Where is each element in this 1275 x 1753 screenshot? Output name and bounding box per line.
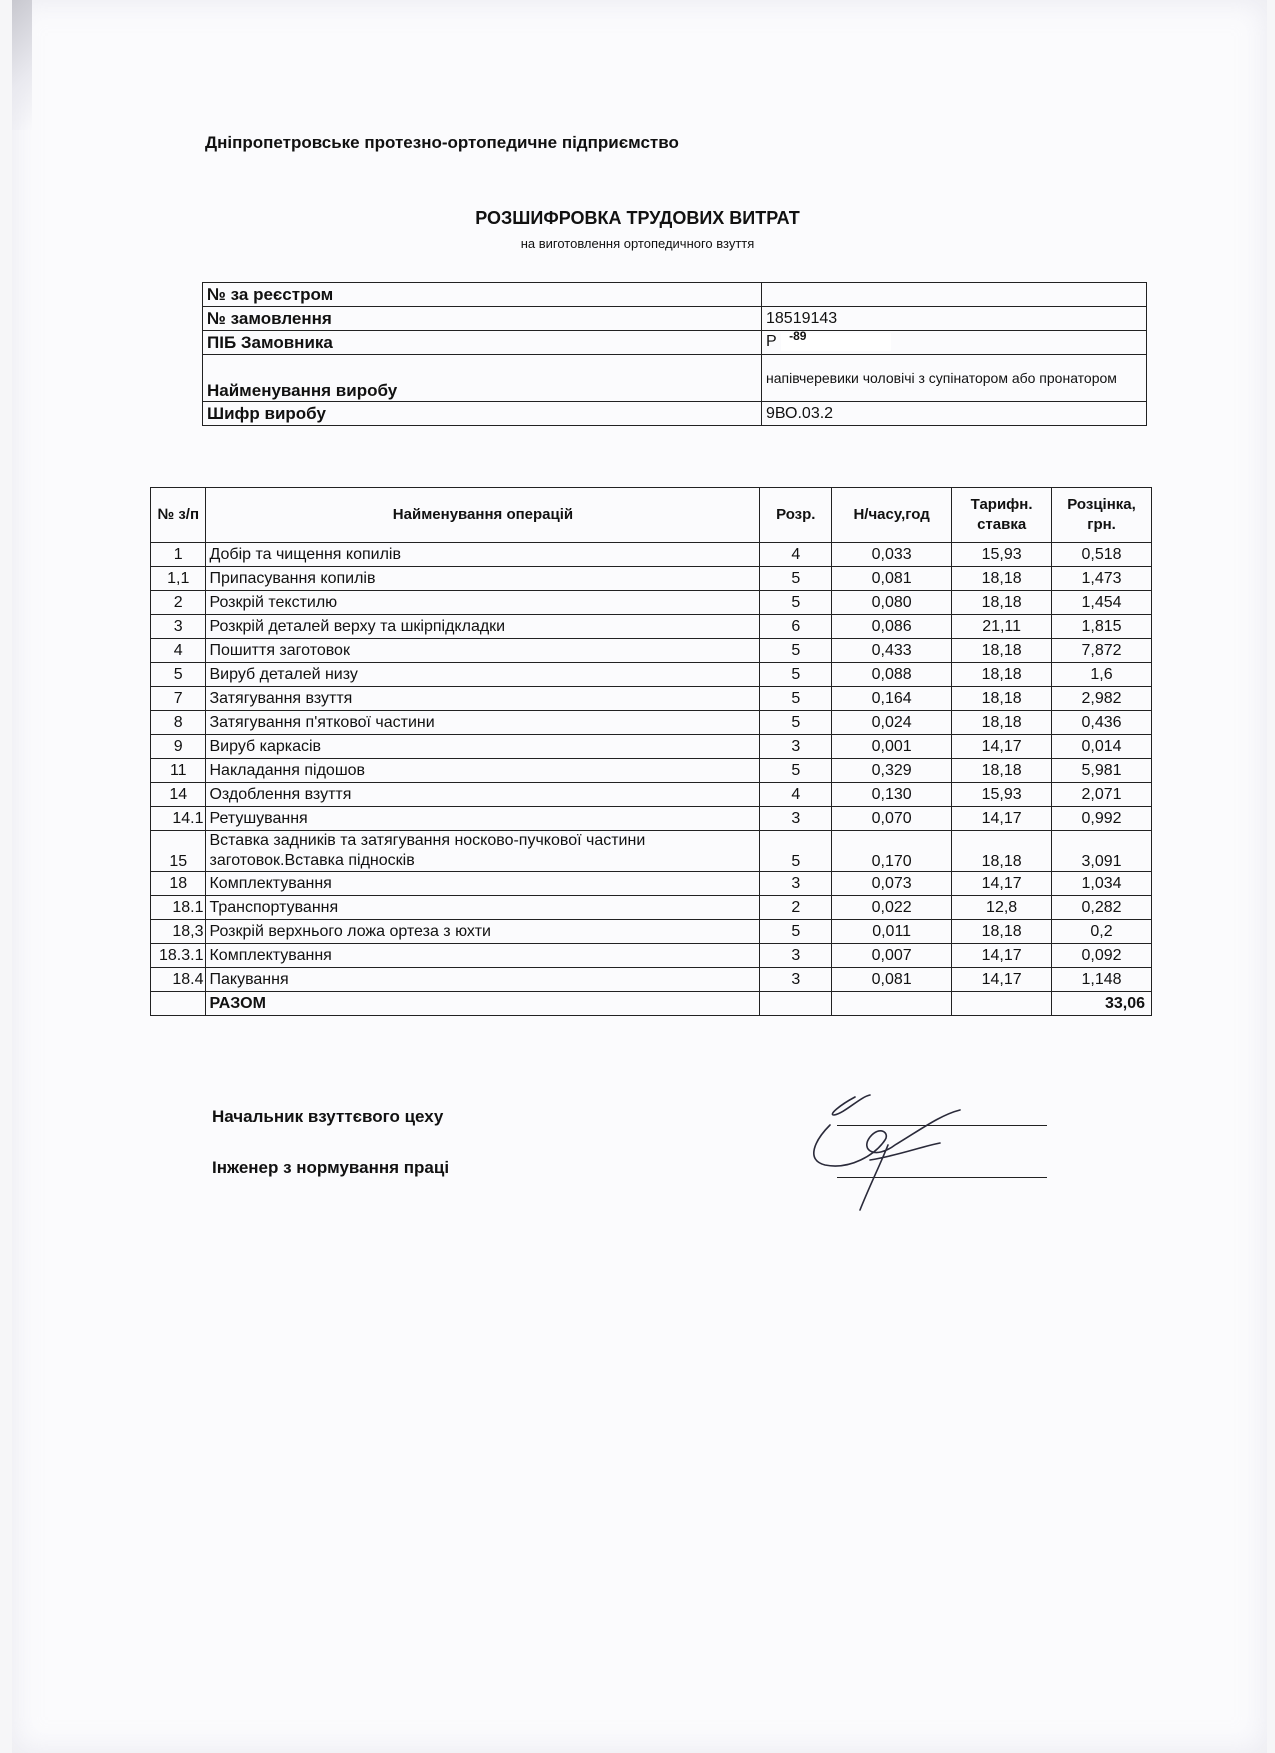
info-label: № замовлення [203,307,762,331]
cell-rank: 3 [760,872,832,896]
cell-price: 0,992 [1052,807,1152,831]
info-value: 18519143 [762,307,1147,331]
cell-price: 1,148 [1052,968,1152,992]
cell-name: Комплектування [206,944,760,968]
cell-rate: 14,17 [952,735,1052,759]
info-label: Найменування виробу [203,355,762,402]
cell-rank: 5 [760,711,832,735]
cell-rate: 18,18 [952,759,1052,783]
order-info-table [202,282,1147,426]
table-row [151,896,1152,920]
cell-rank: 4 [760,543,832,567]
column-header: Найменування операцій [206,488,760,543]
total-label: РАЗОМ [206,992,760,1016]
cell-rate: 21,11 [952,615,1052,639]
cell-rank: 6 [760,615,832,639]
cell-num: 8 [151,711,206,735]
cell-name: Оздоблення взуття [206,783,760,807]
cell-rate: 18,18 [952,920,1052,944]
table-row [151,543,1152,567]
info-value: 9ВО.03.2 [762,402,1147,426]
table-row [151,783,1152,807]
cell-name: Комплектування [206,872,760,896]
signature-label-shop-head: Начальник взуттєвого цеху [212,1107,444,1126]
cell-rank: 3 [760,968,832,992]
cell-rank: 2 [760,896,832,920]
column-header: Н/часу,год [832,488,952,543]
table-header-row [151,488,1152,543]
cell-num: 2 [151,591,206,615]
customer-suffix: -89 [789,329,807,344]
cell-num: 7 [151,687,206,711]
info-row-order [203,307,1147,331]
cell-rank: 5 [760,591,832,615]
cell-norm: 0,433 [832,639,952,663]
cell-num: 9 [151,735,206,759]
cell-norm: 0,088 [832,663,952,687]
cell-rank: 3 [760,735,832,759]
column-header: № з/п [151,488,206,543]
cell-rank: 5 [760,759,832,783]
cell-name: Вируб деталей низу [206,663,760,687]
cell-name: Затягування взуття [206,687,760,711]
total-row [151,992,1152,1016]
info-label: Шифр виробу [203,402,762,426]
cell-norm: 0,022 [832,896,952,920]
info-label: № за реєстром [203,283,762,307]
cell-rate: 18,18 [952,567,1052,591]
cell-norm: 0,073 [832,872,952,896]
cell-rate: 15,93 [952,543,1052,567]
cell-name: Розкрій деталей верху та шкірпідкладки [206,615,760,639]
cell-rank: 5 [760,831,832,872]
info-row-product [203,355,1147,402]
cell-name: Вставка задників та затягування носково-пучкової частини заготовок.Вставка підносків [206,831,760,872]
customer-initial: Р [766,333,777,351]
table-row [151,735,1152,759]
cell-rank: 5 [760,663,832,687]
table-row [151,567,1152,591]
table-row [151,591,1152,615]
cell-name: Добір та чищення копилів [206,543,760,567]
cell-num: 18 [151,872,206,896]
table-row [151,807,1152,831]
cell-price: 1,473 [1052,567,1152,591]
cell-rate: 14,17 [952,807,1052,831]
organization-name: Дніпропетровське протезно-ортопедичне підприємство [205,133,679,152]
cell-norm: 0,007 [832,944,952,968]
cell-price: 0,282 [1052,896,1152,920]
table-row [151,615,1152,639]
bleed-through-text [880,120,884,137]
cell-norm: 0,070 [832,807,952,831]
cell-rate: 18,18 [952,639,1052,663]
cell-num: 1 [151,543,206,567]
cell-name: Розкрій текстилю [206,591,760,615]
cell-norm: 0,170 [832,831,952,872]
cell-norm: 0,033 [832,543,952,567]
cell-norm: 0,081 [832,567,952,591]
cell-rate: 18,18 [952,711,1052,735]
info-row-code [203,402,1147,426]
table-row [151,968,1152,992]
table-row [151,639,1152,663]
operations-table-body [151,543,1152,1016]
cell-num: 14 [151,783,206,807]
cell-price: 1,6 [1052,663,1152,687]
cell-norm: 0,329 [832,759,952,783]
cell-rate: 14,17 [952,944,1052,968]
cell-price: 2,982 [1052,687,1152,711]
table-row [151,759,1152,783]
cell-rate: 18,18 [952,663,1052,687]
info-row-customer [203,331,1147,355]
cell-name: Транспортування [206,896,760,920]
cell-price: 7,872 [1052,639,1152,663]
cell-rank: 3 [760,807,832,831]
info-value: напівчеревики чоловічі з супінатором або пронатором [762,355,1147,402]
cell-name: Пошиття заготовок [206,639,760,663]
info-value [762,283,1147,307]
cell-price: 0,518 [1052,543,1152,567]
cell-norm: 0,080 [832,591,952,615]
cell-num: 18.1 [151,896,206,920]
table-row [151,687,1152,711]
column-header: Розр. [760,488,832,543]
signature-label-engineer: Інженер з нормування праці [212,1158,450,1177]
cell-rank: 4 [760,783,832,807]
table-row [151,944,1152,968]
empty-cell [151,992,206,1016]
cell-norm: 0,130 [832,783,952,807]
cell-rank: 5 [760,920,832,944]
empty-cell [760,992,832,1016]
cell-rank: 3 [760,944,832,968]
cell-price: 0,2 [1052,920,1152,944]
cell-norm: 0,001 [832,735,952,759]
cell-name: Накладання підошов [206,759,760,783]
cell-price: 1,815 [1052,615,1152,639]
cell-norm: 0,024 [832,711,952,735]
info-label: ПІБ Замовника [203,331,762,355]
cell-num: 3 [151,615,206,639]
cell-price: 0,436 [1052,711,1152,735]
cell-norm: 0,011 [832,920,952,944]
cell-num: 11 [151,759,206,783]
cell-rate: 18,18 [952,831,1052,872]
cell-name: Ретушування [206,807,760,831]
table-row [151,920,1152,944]
cell-rate: 18,18 [952,687,1052,711]
cell-price: 1,454 [1052,591,1152,615]
cell-name: Вируб каркасів [206,735,760,759]
cell-name: Затягування п'яткової частини [206,711,760,735]
document-title: РОЗШИФРОВКА ТРУДОВИХ ВИТРАТ [475,208,800,228]
cell-name: Припасування копилів [206,567,760,591]
table-row [151,711,1152,735]
cell-price: 2,071 [1052,783,1152,807]
cell-price: 0,014 [1052,735,1152,759]
redaction-box [781,329,891,351]
table-row [151,663,1152,687]
handwritten-signature [800,1085,980,1215]
table-row [151,872,1152,896]
cell-price: 5,981 [1052,759,1152,783]
cell-name: Розкрій верхнього ложа ортеза з юхти [206,920,760,944]
empty-cell [952,992,1052,1016]
empty-cell [832,992,952,1016]
cell-rank: 5 [760,687,832,711]
cell-num: 18.4 [151,968,206,992]
cell-num: 1,1 [151,567,206,591]
cell-num: 18,3 [151,920,206,944]
cell-norm: 0,164 [832,687,952,711]
cell-rate: 14,17 [952,968,1052,992]
page-fold-shadow [12,0,32,130]
cell-num: 4 [151,639,206,663]
cell-rate: 18,18 [952,591,1052,615]
cell-rate: 12,8 [952,896,1052,920]
cell-price: 0,092 [1052,944,1152,968]
table-row [151,831,1152,872]
cell-rank: 5 [760,567,832,591]
cell-num: 15 [151,831,206,872]
info-value-customer [762,331,1147,355]
cell-rate: 14,17 [952,872,1052,896]
cell-name: Пакування [206,968,760,992]
cell-rate: 15,93 [952,783,1052,807]
cell-norm: 0,086 [832,615,952,639]
column-header: Тарифн. ставка [952,488,1052,543]
cell-norm: 0,081 [832,968,952,992]
total-value: 33,06 [1052,992,1152,1016]
cell-num: 18.3.1 [151,944,206,968]
operations-table [150,487,1152,1016]
document-subtitle: на виготовлення ортопедичного взуття [520,236,755,251]
cell-num: 14.1 [151,807,206,831]
cell-num: 5 [151,663,206,687]
cell-rank: 5 [760,639,832,663]
cell-price: 1,034 [1052,872,1152,896]
info-row-registry [203,283,1147,307]
column-header: Розцінка, грн. [1052,488,1152,543]
cell-price: 3,091 [1052,831,1152,872]
